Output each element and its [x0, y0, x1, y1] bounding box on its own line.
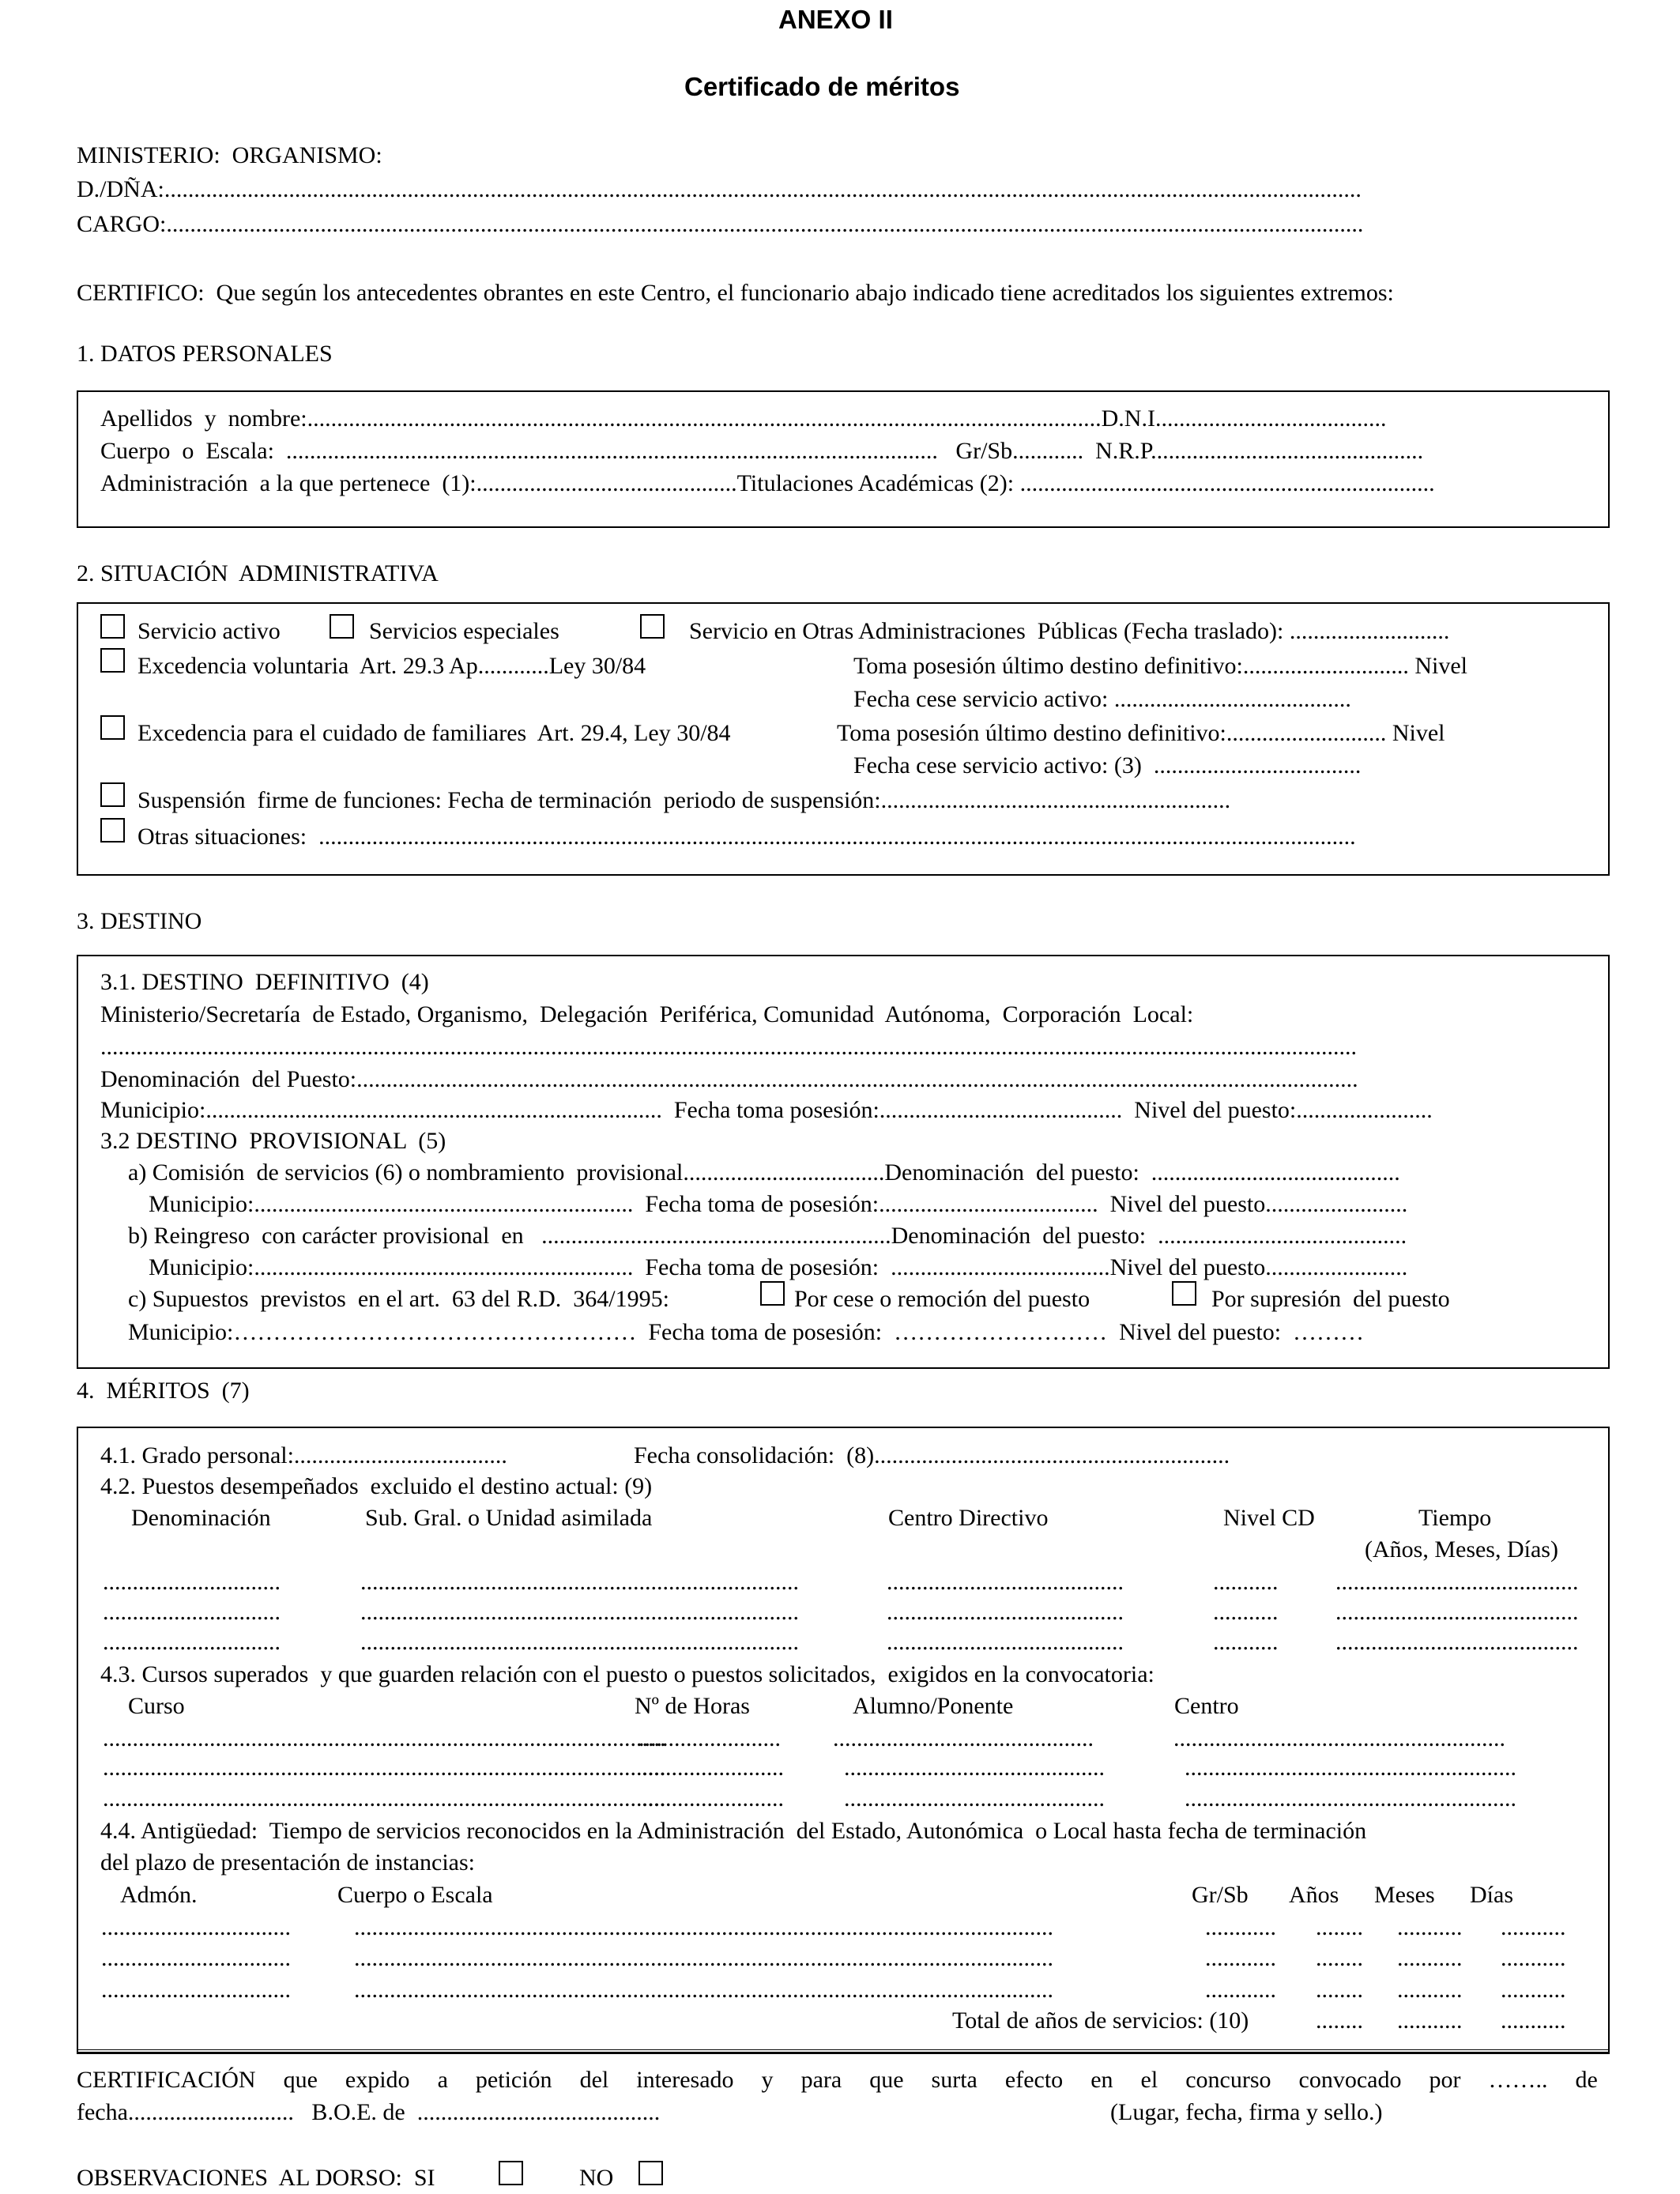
certificacion-word: del	[579, 2067, 609, 2093]
puesto-nivel-cell[interactable]: ...........	[1213, 1599, 1279, 1625]
puesto-nivel-cell[interactable]: ...........	[1213, 1569, 1279, 1595]
antig-meses-cell[interactable]: ...........	[1397, 1914, 1463, 1940]
puesto-centro-cell[interactable]: ........................................	[887, 1629, 1124, 1655]
otras-situaciones-label: Otras situaciones: ...............................................................................................................................................................................	[137, 824, 1356, 850]
antig-anos-cell[interactable]: ........	[1316, 1945, 1363, 1971]
section-3-heading: 3. DESTINO	[77, 908, 202, 934]
puesto-subgral-cell[interactable]: ..........................................................................	[360, 1599, 799, 1625]
otras-situaciones-checkbox[interactable]	[100, 818, 125, 843]
curso-centro-cell[interactable]: ........................................................	[1173, 1725, 1505, 1751]
comision-servicios-line[interactable]: a) Comisión de servicios (6) o nombramiento provisional..................................Denominación del puesto: ..........................................	[128, 1159, 1400, 1186]
total-dias-field[interactable]: ...........	[1501, 2007, 1566, 2034]
section-2-heading: 2. SITUACIÓN ADMINISTRATIVA	[77, 560, 439, 586]
section-1-heading: 1. DATOS PERSONALES	[77, 341, 333, 367]
section-4-heading: 4. MÉRITOS (7)	[77, 1378, 250, 1404]
observaciones-no-label: NO	[579, 2165, 614, 2191]
puesto-tiempo-cell[interactable]: .........................................	[1335, 1569, 1579, 1595]
reingreso-municipio-line[interactable]: Municipio:................................................................ Fecha toma de posesión: .....................................Nivel del puesto........................	[149, 1254, 1408, 1280]
antig-admon-cell[interactable]: ................................	[101, 1945, 291, 1971]
cursos-title: 4.3. Cursos superados y que guarden relación con el puesto o puestos solicitados, exigidos en la convocatoria:	[100, 1661, 1155, 1687]
certificacion-word: surta	[931, 2067, 977, 2093]
destino-definitivo-denominacion[interactable]: Denominación del Puesto:.........................................................................................................................................................................	[100, 1066, 1358, 1092]
observaciones-no-checkbox[interactable]	[638, 2161, 663, 2185]
antig-header-grsb: Gr/Sb	[1192, 1882, 1249, 1908]
curso-horas-cell[interactable]: ........................	[642, 1785, 784, 1811]
antiguedad-title-cont: del plazo de presentación de instancias:	[100, 1849, 475, 1875]
antig-meses-cell[interactable]: ...........	[1397, 1977, 1463, 2003]
total-meses-field[interactable]: ...........	[1397, 2007, 1463, 2034]
certificacion-word: efecto	[1004, 2067, 1064, 2093]
curso-horas-cell[interactable]: ........................	[638, 1725, 781, 1751]
curso-alumno-cell[interactable]: ............................................	[844, 1785, 1105, 1811]
antig-anos-cell[interactable]: ........	[1316, 1977, 1363, 2003]
suspension-label: Suspensión firme de funciones: Fecha de terminación periodo de suspensión:...........................................................	[137, 787, 1231, 813]
reingreso-line[interactable]: b) Reingreso con carácter provisional en ...........................................................Denominación del puesto: ..........................................	[128, 1223, 1407, 1249]
curso-centro-cell[interactable]: ........................................................	[1185, 1785, 1516, 1811]
destino-definitivo-dots[interactable]: ....................................................................................................................................................................................................................	[100, 1034, 1357, 1060]
puesto-nivel-cell[interactable]: ...........	[1213, 1629, 1279, 1655]
antig-header-admon: Admón.	[120, 1882, 198, 1908]
curso-nombre-cell[interactable]: ...............................................................................................	[103, 1785, 666, 1811]
puestos-header-denominacion: Denominación	[131, 1505, 271, 1531]
certificacion-word: concurso	[1185, 2067, 1271, 2093]
certificacion-fecha-boe[interactable]: fecha............................ B.O.E. de .........................................	[77, 2099, 661, 2125]
observaciones-label: OBSERVACIONES AL DORSO: SI	[77, 2165, 435, 2191]
administracion-field[interactable]: Administración a la que pertenece (1):............................................Titulaciones Académicas (2): ......................................................................	[100, 470, 1435, 496]
cese-remocion-label: Por cese o remoción del puesto	[794, 1286, 1090, 1312]
certificacion-word: interesado	[636, 2067, 734, 2093]
antig-grsb-cell[interactable]: ............	[1205, 1945, 1276, 1971]
puestos-header-centro: Centro Directivo	[888, 1505, 1049, 1531]
antig-grsb-cell[interactable]: ............	[1205, 1977, 1276, 2003]
supresion-label: Por supresión del puesto	[1211, 1286, 1450, 1312]
curso-centro-cell[interactable]: ........................................................	[1185, 1755, 1516, 1781]
puesto-tiempo-cell[interactable]: .........................................	[1335, 1599, 1579, 1625]
certificacion-word: expido	[345, 2067, 410, 2093]
certificacion-word: ……..	[1488, 2067, 1548, 2093]
antig-header-meses: Meses	[1374, 1882, 1435, 1908]
antig-dias-cell[interactable]: ...........	[1501, 1977, 1566, 2003]
puesto-tiempo-cell[interactable]: .........................................	[1335, 1629, 1579, 1655]
certificacion-line	[77, 2068, 1598, 2092]
certificacion-word: convocado	[1298, 2067, 1402, 2093]
cursos-header-horas: Nº de Horas	[635, 1693, 750, 1719]
certificacion-word: a	[437, 2067, 448, 2093]
curso-horas-cell[interactable]: ........................	[642, 1755, 784, 1781]
cargo-field[interactable]: CARGO:..........................................................................................................................................................................................................	[77, 211, 1364, 237]
fecha-consolidacion-field[interactable]: Fecha consolidación: (8)............................................................	[634, 1442, 1230, 1468]
antig-grsb-cell[interactable]: ............	[1205, 1914, 1276, 1940]
certificacion-word: por	[1429, 2067, 1461, 2093]
cese-remocion-checkbox[interactable]	[760, 1281, 785, 1306]
dna-field[interactable]: D./DÑA:..........................................................................................................................................................................................................	[77, 176, 1362, 202]
exc-vol-toma-posesion: Toma posesión último destino definitivo:............................ Nivel	[853, 653, 1468, 679]
certificacion-word: en	[1090, 2067, 1113, 2093]
antiguedad-title: 4.4. Antigüedad: Tiempo de servicios reconocidos en la Administración del Estado, Autonómica o Local hasta fecha de terminación	[100, 1818, 1367, 1844]
puestos-header-subgral: Sub. Gral. o Unidad asimilada	[365, 1505, 653, 1531]
antig-dias-cell[interactable]: ...........	[1501, 1945, 1566, 1971]
puestos-header-nivel: Nivel CD	[1223, 1505, 1315, 1531]
antig-header-anos: Años	[1289, 1882, 1339, 1908]
cursos-header-alumno: Alumno/Ponente	[853, 1693, 1014, 1719]
certificacion-word: que	[283, 2067, 318, 2093]
destino-definitivo-ministerio: Ministerio/Secretaría de Estado, Organismo, Delegación Periférica, Comunidad Autónoma, Corporación Local:	[100, 1001, 1194, 1027]
antig-header-cuerpo: Cuerpo o Escala	[337, 1882, 493, 1908]
servicio-activo-label: Servicio activo	[137, 618, 281, 644]
antig-cuerpo-cell[interactable]: ......................................................................................................................	[354, 1945, 1053, 1971]
total-anos-field[interactable]: ........	[1316, 2007, 1363, 2034]
puestos-header-tiempo: Tiempo	[1418, 1505, 1492, 1531]
certificacion-word: CERTIFICACIÓN	[77, 2067, 256, 2093]
servicios-especiales-checkbox[interactable]	[330, 614, 354, 639]
otras-administraciones-checkbox[interactable]	[640, 614, 665, 639]
puestos-title: 4.2. Puestos desempeñados excluido el destino actual: (9)	[100, 1473, 653, 1499]
destino-provisional-title: 3.2 DESTINO PROVISIONAL (5)	[100, 1128, 446, 1154]
antig-dias-cell[interactable]: ...........	[1501, 1914, 1566, 1940]
cursos-header-curso: Curso	[128, 1693, 185, 1719]
antig-anos-cell[interactable]: ........	[1316, 1914, 1363, 1940]
certifico-text: CERTIFICO: Que según los antecedentes obrantes en este Centro, el funcionario abajo indicado tiene acreditados los siguientes extremos:	[77, 280, 1394, 306]
antig-admon-cell[interactable]: ................................	[101, 1977, 291, 2003]
puesto-centro-cell[interactable]: ........................................	[887, 1569, 1124, 1595]
puesto-centro-cell[interactable]: ........................................	[887, 1599, 1124, 1625]
puesto-denominacion-cell[interactable]: ..............................	[103, 1569, 281, 1595]
lugar-fecha-firma: (Lugar, fecha, firma y sello.)	[1110, 2099, 1383, 2125]
certificacion-word: el	[1140, 2067, 1158, 2093]
excedencia-voluntaria-label: Excedencia voluntaria Art. 29.3 Ap............Ley 30/84	[137, 653, 646, 679]
certificacion-word: que	[869, 2067, 904, 2093]
supresion-checkbox[interactable]	[1172, 1281, 1196, 1306]
excedencia-familiares-label: Excedencia para el cuidado de familiares Art. 29.4, Ley 30/84	[137, 720, 731, 746]
antig-admon-cell[interactable]: ................................	[101, 1914, 291, 1940]
ministerio-label: MINISTERIO: ORGANISMO:	[77, 142, 382, 168]
curso-nombre-cell[interactable]: ...............................................................................................	[103, 1725, 666, 1751]
antig-cuerpo-cell[interactable]: ......................................................................................................................	[354, 1914, 1053, 1940]
certificacion-word: petición	[475, 2067, 552, 2093]
exc-vol-fecha-cese: Fecha cese servicio activo: ........................................	[853, 686, 1351, 712]
apellidos-field[interactable]: Apellidos y nombre:......................................................................................................................................D.N.I.......................................	[100, 405, 1387, 432]
certificacion-word: de	[1575, 2067, 1598, 2093]
servicios-especiales-label: Servicios especiales	[369, 618, 559, 644]
puestos-header-tiempo-sub: (Años, Meses, Días)	[1365, 1536, 1558, 1563]
certificacion-word: para	[800, 2067, 842, 2093]
certificacion-word: y	[761, 2067, 774, 2093]
suspension-checkbox[interactable]	[100, 782, 125, 807]
cursos-header-centro: Centro	[1174, 1693, 1239, 1719]
comision-municipio-line[interactable]: Municipio:................................................................ Fecha toma de posesión:..................................... Nivel del puesto........................	[149, 1191, 1408, 1217]
curso-alumno-cell[interactable]: ............................................	[844, 1755, 1105, 1781]
excedencia-voluntaria-checkbox[interactable]	[100, 648, 125, 673]
antig-cuerpo-cell[interactable]: ......................................................................................................................	[354, 1977, 1053, 2003]
puesto-subgral-cell[interactable]: ..........................................................................	[360, 1569, 799, 1595]
exc-fam-fecha-cese: Fecha cese servicio activo: (3) ...................................	[853, 752, 1362, 778]
annex-title: ANEXO II	[778, 5, 893, 34]
antig-header-dias: Días	[1470, 1882, 1513, 1908]
antig-meses-cell[interactable]: ...........	[1397, 1945, 1463, 1971]
curso-alumno-cell[interactable]: ............................................	[833, 1725, 1094, 1751]
exc-fam-toma-posesion: Toma posesión último destino definitivo:........................... Nivel	[837, 720, 1445, 746]
curso-nombre-cell[interactable]: ...............................................................................................	[103, 1755, 666, 1781]
excedencia-familiares-checkbox[interactable]	[100, 715, 125, 740]
destino-definitivo-municipio[interactable]: Municipio:............................................................................. Fecha toma posesión:......................................... Nivel del puesto:.......................	[100, 1097, 1433, 1123]
puesto-denominacion-cell[interactable]: ..............................	[103, 1599, 281, 1625]
supuestos-line: c) Supuestos previstos en el art. 63 del R.D. 364/1995:	[128, 1286, 669, 1312]
destino-definitivo-title: 3.1. DESTINO DEFINITIVO (4)	[100, 969, 429, 995]
puesto-denominacion-cell[interactable]: ..............................	[103, 1629, 281, 1655]
total-servicios-label: Total de años de servicios: (10)	[952, 2007, 1249, 2034]
servicio-activo-checkbox[interactable]	[100, 614, 125, 639]
cuerpo-field[interactable]: Cuerpo o Escala: .............................................................................................................. Gr/Sb............ N.R.P..............................................	[100, 438, 1424, 464]
observaciones-si-checkbox[interactable]	[499, 2161, 523, 2185]
meritos-double-rule	[77, 2049, 1610, 2053]
grado-personal-field[interactable]: 4.1. Grado personal:....................................	[100, 1442, 507, 1468]
puesto-subgral-cell[interactable]: ..........................................................................	[360, 1629, 799, 1655]
supuestos-municipio-line[interactable]: Municipio:…………………………………………… Fecha toma de posesión: ……………………… Nivel del puesto: ………	[128, 1319, 1365, 1345]
otras-administraciones-label: Servicio en Otras Administraciones Públicas (Fecha traslado): ...........................	[689, 618, 1450, 644]
document-title: Certificado de méritos	[684, 72, 960, 101]
